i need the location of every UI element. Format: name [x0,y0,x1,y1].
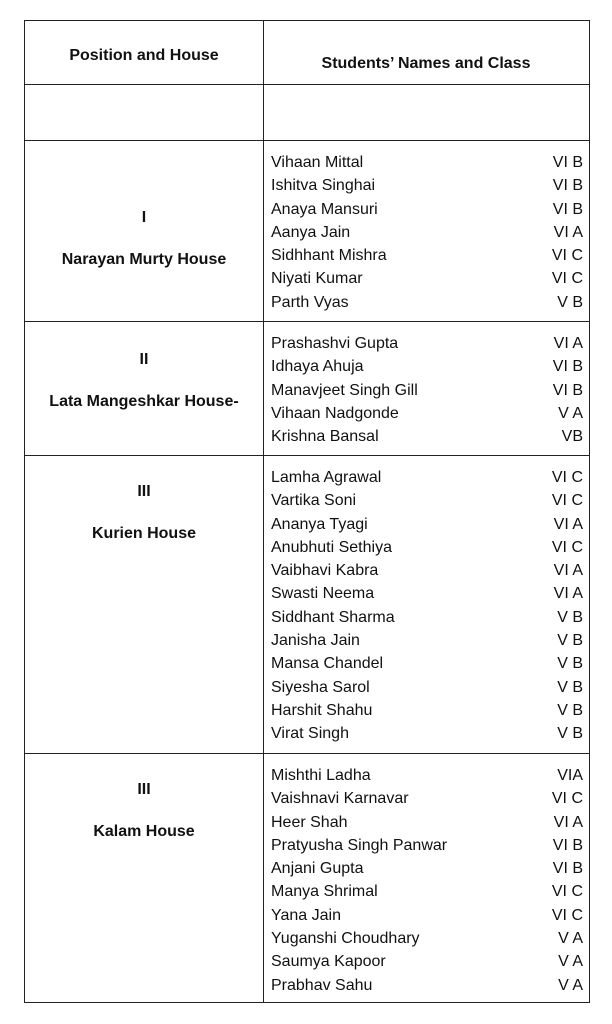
house-cell [25,207,263,271]
student-name: Sidhhant Mishra [271,247,387,265]
student-name: Pratyusha Singh Panwar [271,836,448,854]
student-row [271,652,583,675]
student-row [271,291,583,314]
student-name: Mansa Chandel [271,655,384,673]
student-name: Lamha Agrawal [271,469,382,486]
student-name: Niyati Kumar [271,270,363,288]
student-class: VI C [551,538,583,556]
student-name: Anaya Mansuri [271,200,378,218]
student-class: V A [558,953,583,971]
student-class: V B [557,678,583,696]
student-row [271,950,583,973]
student-class: VI B [552,200,583,218]
student-name: Vihaan Nadgonde [271,404,399,422]
student-class: V B [557,701,583,719]
student-name: Aanya Jain [271,223,351,241]
house-cell [25,481,263,545]
header-position-house: Position and House [69,47,219,64]
student-row [271,857,583,880]
student-class: VB [561,428,583,446]
student-row [271,722,583,745]
student-class: V B [557,725,583,743]
student-name: Krishna Bansal [271,428,379,446]
student-class: V A [558,930,583,948]
student-name: Siddhant Sharma [271,608,395,626]
student-name: Anubhuti Sethiya [271,538,392,556]
student-list [271,764,583,997]
student-name: Manya Shrimal [271,883,378,901]
student-row [271,198,583,221]
student-class: V A [558,976,583,994]
student-row [271,489,583,512]
student-row [271,402,583,425]
student-row [271,174,583,197]
student-name: Virat Singh [271,725,349,743]
student-name: Swasti Neema [271,585,375,603]
student-row [271,466,583,489]
student-row [271,425,583,448]
student-row [271,244,583,267]
student-name: Manavjeet Singh Gill [271,381,418,399]
student-row [271,151,583,174]
header-students-class: Students’ Names and Class [321,55,531,72]
student-class: VI A [553,585,583,603]
student-class: VI A [553,223,583,241]
student-row [271,880,583,903]
student-row [271,332,583,355]
student-class: VIA [557,767,583,784]
column-divider [263,21,264,1002]
house-name: Lata Mangeshkar House- [49,393,239,410]
student-name: Saumya Kapoor [271,953,386,971]
student-row [271,536,583,559]
student-row [271,221,583,244]
row-divider [25,455,589,456]
student-row [271,267,583,290]
student-name: Prashashvi Gupta [271,335,399,352]
student-row [271,904,583,927]
student-row [271,355,583,378]
student-row [271,676,583,699]
house-position: I [141,209,147,226]
house-name: Kalam House [93,823,195,840]
student-class: VI B [552,154,583,171]
student-class: VI C [551,270,583,288]
student-row [271,811,583,834]
student-class: VI A [553,515,583,533]
student-name: Siyesha Sarol [271,678,370,696]
student-row [271,513,583,536]
student-name: Yuganshi Choudhary [271,930,420,948]
student-name: Vaibhavi Kabra [271,562,379,580]
student-row [271,629,583,652]
student-class: VI C [551,492,583,510]
header-divider [25,84,589,85]
student-row [271,379,583,402]
student-class: VI B [552,177,583,195]
student-name: Anjani Gupta [271,860,364,878]
student-class: V B [557,608,583,626]
student-row [271,559,583,582]
student-name: Idhaya Ahuja [271,358,364,376]
student-row [271,582,583,605]
student-name: Parth Vyas [271,293,349,311]
student-row [271,927,583,950]
student-class: VI C [551,883,583,901]
student-name: Yana Jain [271,906,341,924]
student-name: Prabhav Sahu [271,976,373,994]
student-name: Heer Shah [271,813,348,831]
student-class: VI B [552,381,583,399]
house-cell [25,779,263,843]
student-list [271,332,583,448]
student-class: VI A [553,562,583,580]
row-divider [25,140,589,141]
student-class: V B [557,655,583,673]
student-class: V B [557,632,583,650]
student-class: VI B [552,358,583,376]
student-class: VI A [553,335,583,352]
student-name: Vihaan Mittal [271,154,364,171]
student-name: Vartika Soni [271,492,357,510]
student-class: VI C [551,469,583,486]
student-row [271,764,583,787]
student-list [271,466,583,746]
student-name: Harshit Shahu [271,701,373,719]
student-class: VI C [551,790,583,808]
house-name: Kurien House [91,525,196,542]
row-divider [25,321,589,322]
house-position: II [139,351,149,368]
student-name: Ishitva Singhai [271,177,376,195]
student-row [271,606,583,629]
student-class: V A [558,404,583,422]
house-position: III [137,483,151,500]
student-class: VI C [551,247,583,265]
house-position: III [137,781,151,798]
student-class: V B [557,293,583,311]
house-cell [25,349,263,413]
student-class: VI C [551,906,583,924]
student-row [271,834,583,857]
student-class: VI A [553,813,583,831]
student-row [271,787,583,810]
row-divider [25,753,589,754]
student-class: VI B [552,860,583,878]
student-name: Mishthi Ladha [271,767,371,784]
house-name: Narayan Murty House [61,251,227,268]
student-row [271,699,583,722]
student-row [271,974,583,997]
student-list [271,151,583,314]
student-name: Vaishnavi Karnavar [271,790,409,808]
student-name: Ananya Tyagi [271,515,368,533]
results-table [24,20,590,1003]
student-class: VI B [552,836,583,854]
student-name: Janisha Jain [271,632,360,650]
